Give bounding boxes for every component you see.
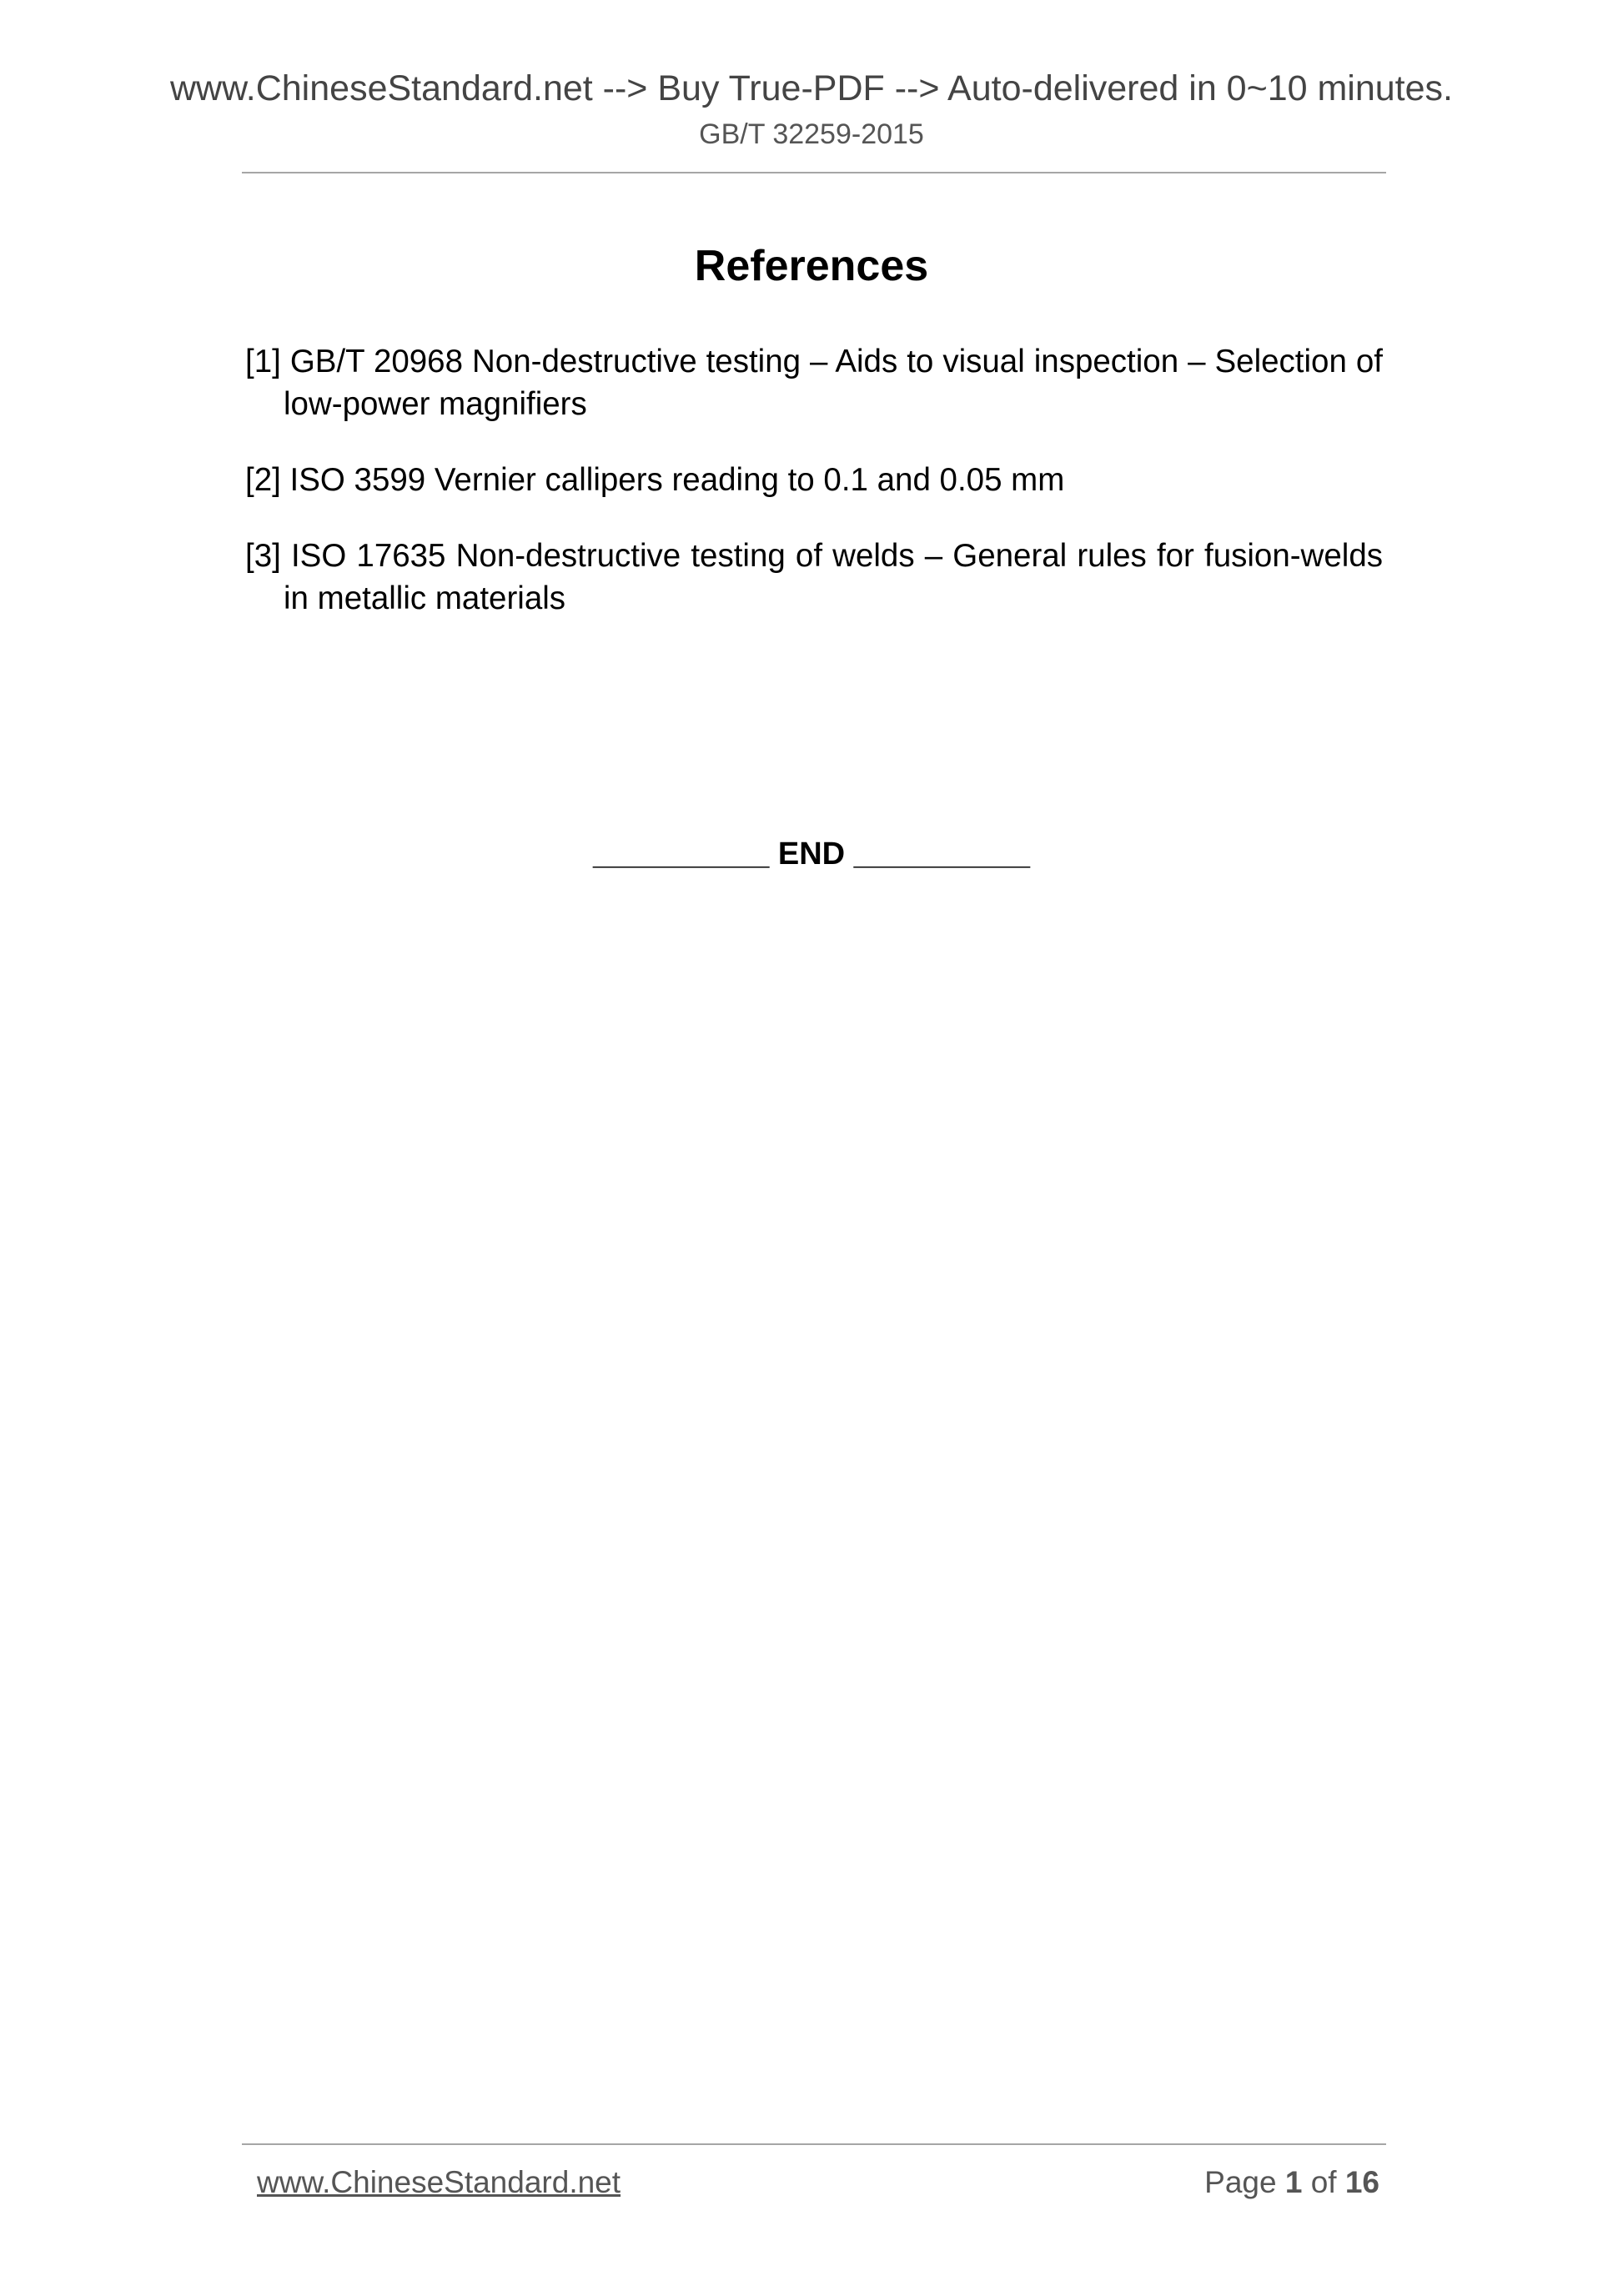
page-total: 16: [1344, 2165, 1379, 2199]
reference-item: [245, 535, 1383, 620]
footer-divider: [242, 2143, 1386, 2145]
standard-code: GB/T 32259-2015: [699, 118, 924, 150]
page-of: of: [1310, 2165, 1337, 2199]
reference-item: [245, 459, 1383, 501]
reference-number: [3]: [245, 538, 281, 574]
reference-number: [1]: [245, 344, 281, 379]
page-indicator: [1204, 2162, 1379, 2203]
reference-text: GB/T 20968 Non-destructive testing – Aids to visual inspection – Selection of low-power magnifiers: [284, 344, 1383, 422]
top-banner[interactable]: www.ChineseStandard.net --> Buy True-PDF --> Auto-delivered in 0~10 minutes.: [169, 68, 1453, 108]
page-current: 1: [1284, 2165, 1303, 2199]
reference-item: [245, 340, 1383, 425]
reference-text: ISO 17635 Non-destructive testing of welds – General rules for fusion-welds in metallic materials: [284, 538, 1383, 616]
header-divider: [242, 172, 1386, 173]
reference-text: ISO 3599 Vernier callipers reading to 0.1 and 0.05 mm: [289, 462, 1065, 498]
section-title: References: [694, 242, 929, 290]
footer-website-link[interactable]: www.ChineseStandard.net: [257, 2165, 621, 2199]
reference-number: [2]: [245, 462, 281, 498]
reference-list: [245, 340, 1383, 653]
end-marker: __________ END __________: [592, 837, 1031, 872]
page-prefix: Page: [1204, 2165, 1277, 2199]
